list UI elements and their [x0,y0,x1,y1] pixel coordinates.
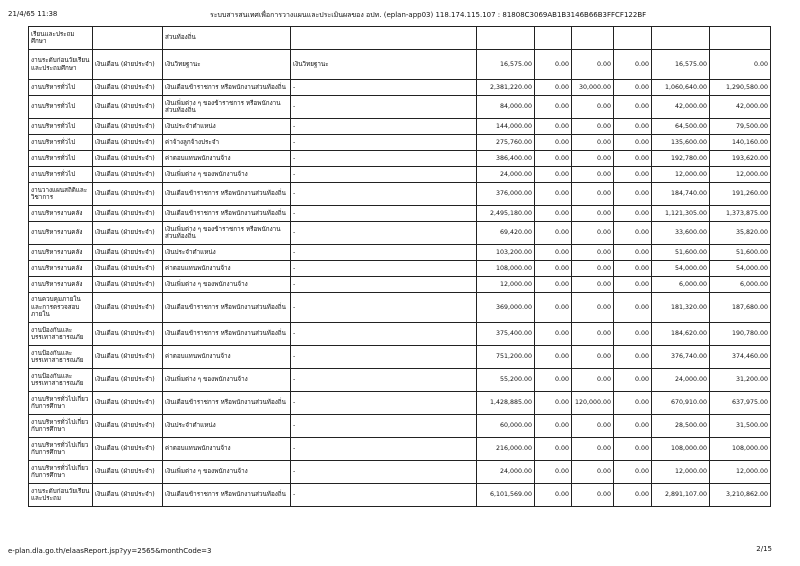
table-cell: 64,500.00 [652,119,710,135]
table-cell: 0.00 [572,222,614,245]
table-cell: 0.00 [572,183,614,206]
table-cell: 187,680.00 [710,293,771,323]
table-row [29,323,771,346]
table-row [29,80,771,96]
table-cell: 0.00 [572,346,614,369]
table-cell: เงินวิทยฐานะ [163,50,291,80]
table-cell: 0.00 [535,392,572,415]
table-cell: 24,000.00 [652,369,710,392]
table-cell: 0.00 [614,167,652,183]
table-cell: 0.00 [535,80,572,96]
table-cell: 12,000.00 [652,167,710,183]
table-cell: เงินเดือน (ฝ่ายประจำ) [93,50,163,80]
table-cell: เงินเดือน (ฝ่ายประจำ) [93,151,163,167]
table-cell: 375,400.00 [477,323,535,346]
table-cell: เงินเดือน (ฝ่ายประจำ) [93,438,163,461]
table-cell: 1,373,875.00 [710,206,771,222]
table-cell: - [291,135,477,151]
table-cell: 0.00 [614,392,652,415]
page-number: 2/15 [756,545,772,553]
table-cell: - [291,245,477,261]
table-cell: - [291,151,477,167]
table-cell: เงินเดือน (ฝ่ายประจำ) [93,222,163,245]
table-cell: 24,000.00 [477,167,535,183]
table-cell: - [291,183,477,206]
table-row [29,96,771,119]
table-cell: 51,600.00 [652,245,710,261]
table-cell: 12,000.00 [710,461,771,484]
table-cell: เงินเพิ่มต่าง ๆ ของพนักงานจ้าง [163,167,291,183]
table-cell: งานป้องกันและบรรเทาสาธารณภัย [29,346,93,369]
table-cell: 0.00 [535,461,572,484]
table-cell: 42,000.00 [652,96,710,119]
table-cell: 0.00 [535,293,572,323]
table-cell: 120,000.00 [572,392,614,415]
table-cell: 0.00 [535,96,572,119]
table-cell: 0.00 [614,461,652,484]
table-row [29,183,771,206]
table-cell: 144,000.00 [477,119,535,135]
table-cell [535,27,572,50]
table-cell [477,27,535,50]
table-cell: ค่าตอบแทนพนักงานจ้าง [163,438,291,461]
table-cell: 2,495,180.00 [477,206,535,222]
table-cell: เงินประจำตำแหน่ง [163,415,291,438]
table-row [29,261,771,277]
table-cell: งานบริหารทั่วไป [29,80,93,96]
table-cell: งานวางแผนสถิติและวิชาการ [29,183,93,206]
table-body [29,27,771,507]
table-cell: - [291,261,477,277]
table-cell: 84,000.00 [477,96,535,119]
table-cell [93,27,163,50]
table-cell [710,27,771,50]
table-cell: 69,420.00 [477,222,535,245]
table-cell: งานบริหารงานคลัง [29,277,93,293]
table-cell: 386,400.00 [477,151,535,167]
table-cell: 0.00 [535,484,572,507]
table-cell: 33,600.00 [652,222,710,245]
table-cell: 0.00 [535,206,572,222]
table-cell: 0.00 [535,50,572,80]
table-cell: เงินเดือน (ฝ่ายประจำ) [93,323,163,346]
table-cell: - [291,277,477,293]
table-cell: 0.00 [614,183,652,206]
table-row [29,438,771,461]
table-cell: 0.00 [572,461,614,484]
table-cell: 192,780.00 [652,151,710,167]
budget-table [28,26,771,507]
table-cell: 0.00 [535,167,572,183]
table-cell: เงินเดือน (ฝ่ายประจำ) [93,245,163,261]
table-row [29,222,771,245]
table-row [29,392,771,415]
table-row [29,119,771,135]
table-cell: 0.00 [614,293,652,323]
table-cell: 0.00 [614,438,652,461]
table-cell: เงินเดือน (ฝ่ายประจำ) [93,277,163,293]
table-cell: เงินเดือน (ฝ่ายประจำ) [93,461,163,484]
table-cell: 376,000.00 [477,183,535,206]
table-cell: 2,891,107.00 [652,484,710,507]
table-cell: - [291,415,477,438]
table-cell: 0.00 [535,135,572,151]
table-row [29,167,771,183]
table-cell: เงินเดือน (ฝ่ายประจำ) [93,119,163,135]
table-cell: 6,101,569.00 [477,484,535,507]
table-cell: 369,000.00 [477,293,535,323]
table-cell: 0.00 [614,80,652,96]
table-cell: เงินเดือน (ฝ่ายประจำ) [93,135,163,151]
table-cell: 0.00 [572,50,614,80]
table-cell: 376,740.00 [652,346,710,369]
table-cell: เงินประจำตำแหน่ง [163,119,291,135]
table-cell: 0.00 [572,206,614,222]
table-cell: 42,000.00 [710,96,771,119]
table-cell [614,27,652,50]
table-row [29,27,771,50]
table-cell: 216,000.00 [477,438,535,461]
table-cell: งานบริหารทั่วไป [29,119,93,135]
footer-url: e-plan.dla.go.th/elaasReport.jsp?yy=2565&monthCode=3 [8,547,212,555]
table-cell: งานบริหารทั่วไปเกี่ยวกับการศึกษา [29,392,93,415]
table-cell: 108,000.00 [710,438,771,461]
table-cell: 0.00 [572,245,614,261]
table-cell: เงินเดือนข้าราชการ หรือพนักงานส่วนท้องถิ่น [163,392,291,415]
table-cell: เงินเดือนข้าราชการ หรือพนักงานส่วนท้องถิ่น [163,80,291,96]
table-cell: 6,000.00 [652,277,710,293]
table-cell: 31,500.00 [710,415,771,438]
table-cell: 0.00 [572,96,614,119]
table-cell: งานบริหารทั่วไปเกี่ยวกับการศึกษา [29,461,93,484]
table-cell: งานป้องกันและบรรเทาสาธารณภัย [29,323,93,346]
table-cell: 30,000.00 [572,80,614,96]
table-row [29,369,771,392]
table-cell: - [291,323,477,346]
table-cell: งานบริหารงานคลัง [29,206,93,222]
table-cell: 0.00 [614,277,652,293]
table-cell: 6,000.00 [710,277,771,293]
table-cell: 0.00 [614,245,652,261]
table-cell: 0.00 [614,50,652,80]
table-cell: งานระดับก่อนวัยเรียนและประถมศึกษา [29,50,93,80]
table-cell: เงินเดือนข้าราชการ หรือพนักงานส่วนท้องถิ่น [163,484,291,507]
table-cell: 0.00 [614,206,652,222]
table-cell: งานระดับก่อนวัยเรียนและประถม [29,484,93,507]
table-cell: 0.00 [572,293,614,323]
table-cell: เงินเพิ่มต่าง ๆ ของข้าราชการ หรือพนักงานส่วนท้องถิ่น [163,96,291,119]
table-cell: ส่วนท้องถิ่น [163,27,291,50]
table-cell: 0.00 [614,261,652,277]
table-cell: 0.00 [535,245,572,261]
report-datetime: 21/4/65 11:38 [8,10,58,18]
table-cell: 1,060,640.00 [652,80,710,96]
table-cell: 0.00 [572,119,614,135]
table-cell: 35,820.00 [710,222,771,245]
table-cell: 0.00 [572,261,614,277]
table-cell: 751,200.00 [477,346,535,369]
table-cell: 0.00 [572,323,614,346]
table-cell: - [291,438,477,461]
table-row [29,461,771,484]
table-row [29,277,771,293]
table-cell: ค่าตอบแทนพนักงานจ้าง [163,151,291,167]
table-cell: 0.00 [572,369,614,392]
table-cell: 184,620.00 [652,323,710,346]
table-cell: 0.00 [535,151,572,167]
table-cell: เงินเดือนข้าราชการ หรือพนักงานส่วนท้องถิ่น [163,323,291,346]
table-cell: 0.00 [535,183,572,206]
table-cell: - [291,392,477,415]
table-cell: เงินเพิ่มต่าง ๆ ของข้าราชการ หรือพนักงานส่วนท้องถิ่น [163,222,291,245]
table-cell: 31,200.00 [710,369,771,392]
table-cell: 28,500.00 [652,415,710,438]
table-row [29,206,771,222]
table-cell: - [291,167,477,183]
table-cell: 1,121,305.00 [652,206,710,222]
table-cell: เงินเดือน (ฝ่ายประจำ) [93,167,163,183]
table-cell: ค่าตอบแทนพนักงานจ้าง [163,261,291,277]
table-cell: งานบริหารทั่วไป [29,167,93,183]
table-cell: 0.00 [535,261,572,277]
table-cell: 191,260.00 [710,183,771,206]
table-cell: 54,000.00 [652,261,710,277]
table-cell: เงินเพิ่มต่าง ๆ ของพนักงานจ้าง [163,461,291,484]
table-cell: งานบริหารทั่วไปเกี่ยวกับการศึกษา [29,438,93,461]
table-cell: เงินเพิ่มต่าง ๆ ของพนักงานจ้าง [163,277,291,293]
table-cell: - [291,206,477,222]
table-row [29,484,771,507]
table-cell: 0.00 [614,323,652,346]
table-cell [572,27,614,50]
table-cell: งานควบคุมภายในและการตรวจสอบภายใน [29,293,93,323]
table-cell: 0.00 [614,119,652,135]
table-cell: 0.00 [572,135,614,151]
table-cell: เงินเดือน (ฝ่ายประจำ) [93,96,163,119]
table-cell: เงินประจำตำแหน่ง [163,245,291,261]
table-cell: - [291,369,477,392]
table-cell: 108,000.00 [652,438,710,461]
table-cell: 670,910.00 [652,392,710,415]
table-cell: 0.00 [614,346,652,369]
table-cell: 184,740.00 [652,183,710,206]
table-cell: 24,000.00 [477,461,535,484]
table-cell: 12,000.00 [710,167,771,183]
table-row [29,50,771,80]
table-row [29,415,771,438]
table-cell: 0.00 [614,222,652,245]
table-row [29,245,771,261]
table-cell: 193,620.00 [710,151,771,167]
table-cell: - [291,293,477,323]
table-cell: 60,000.00 [477,415,535,438]
table-cell: 0.00 [710,50,771,80]
table-cell: 374,460.00 [710,346,771,369]
table-cell: เงินเดือนข้าราชการ หรือพนักงานส่วนท้องถิ่น [163,293,291,323]
table-cell: 0.00 [614,96,652,119]
table-cell: 2,381,220.00 [477,80,535,96]
table-row [29,293,771,323]
table-cell: เงินเดือน (ฝ่ายประจำ) [93,293,163,323]
table-cell: 140,160.00 [710,135,771,151]
table-cell: 0.00 [572,484,614,507]
table-cell: 1,290,580.00 [710,80,771,96]
table-cell: 0.00 [535,346,572,369]
table-row [29,135,771,151]
table-cell: 0.00 [572,277,614,293]
table-cell: เงินเพิ่มต่าง ๆ ของพนักงานจ้าง [163,369,291,392]
table-cell: เงินเดือน (ฝ่ายประจำ) [93,206,163,222]
table-cell: - [291,119,477,135]
table-cell: ค่าตอบแทนพนักงานจ้าง [163,346,291,369]
table-cell: เงินเดือน (ฝ่ายประจำ) [93,369,163,392]
table-row [29,346,771,369]
table-cell: เงินเดือน (ฝ่ายประจำ) [93,80,163,96]
report-title: ระบบสารสนเทศเพื่อการวางแผนและประเมินผลของ อปท. (eplan-app03) 118.174.115.107 : 81808C3069AB1B3146B66B3FFCF122BF [210,11,647,19]
table-row [29,151,771,167]
table-cell: - [291,80,477,96]
table-cell: เงินเดือนข้าราชการ หรือพนักงานส่วนท้องถิ่น [163,183,291,206]
table-cell: - [291,484,477,507]
table-cell: 16,575.00 [477,50,535,80]
table-cell: 0.00 [535,415,572,438]
table-cell: 16,575.00 [652,50,710,80]
table-cell: เงินเดือน (ฝ่ายประจำ) [93,484,163,507]
table-cell: 275,760.00 [477,135,535,151]
table-cell [652,27,710,50]
table-cell: งานป้องกันและบรรเทาสาธารณภัย [29,369,93,392]
table-cell: 54,000.00 [710,261,771,277]
table-cell: 1,428,885.00 [477,392,535,415]
table-cell: เงินเดือน (ฝ่ายประจำ) [93,392,163,415]
table-cell: 0.00 [614,369,652,392]
table-cell: 0.00 [535,438,572,461]
table-cell: 0.00 [572,167,614,183]
table-cell: ค่าจ้างลูกจ้างประจำ [163,135,291,151]
table-cell: 12,000.00 [652,461,710,484]
table-cell: 79,500.00 [710,119,771,135]
table-cell: 103,200.00 [477,245,535,261]
table-cell: 0.00 [614,415,652,438]
table-cell: 181,320.00 [652,293,710,323]
table-cell: 51,600.00 [710,245,771,261]
table-cell: งานบริหารงานคลัง [29,261,93,277]
table-cell: เงินเดือน (ฝ่ายประจำ) [93,346,163,369]
table-cell: - [291,96,477,119]
table-cell: 0.00 [614,484,652,507]
table-cell: 0.00 [535,277,572,293]
table-cell: เงินเดือน (ฝ่ายประจำ) [93,415,163,438]
table-cell: 0.00 [572,151,614,167]
table-cell: 12,000.00 [477,277,535,293]
table-cell: งานบริหารทั่วไปเกี่ยวกับการศึกษา [29,415,93,438]
table-cell: - [291,461,477,484]
table-cell: งานบริหารทั่วไป [29,135,93,151]
table-cell: 0.00 [535,222,572,245]
table-cell: 135,600.00 [652,135,710,151]
table-cell: - [291,222,477,245]
table-cell: 0.00 [614,135,652,151]
table-cell: 0.00 [535,369,572,392]
table-cell: 0.00 [535,323,572,346]
table-cell: 190,780.00 [710,323,771,346]
table-cell: 3,210,862.00 [710,484,771,507]
table-cell: งานบริหารทั่วไป [29,151,93,167]
table-cell: เงินเดือน (ฝ่ายประจำ) [93,183,163,206]
table-cell: 108,000.00 [477,261,535,277]
table-cell: 0.00 [572,438,614,461]
table-cell: เรียนและประถมศึกษา [29,27,93,50]
table-cell [291,27,477,50]
table-cell: 637,975.00 [710,392,771,415]
table-cell: เงินเดือน (ฝ่ายประจำ) [93,261,163,277]
table-cell: เงินเดือนข้าราชการ หรือพนักงานส่วนท้องถิ่น [163,206,291,222]
table-cell: งานบริหารงานคลัง [29,222,93,245]
table-cell: 55,200.00 [477,369,535,392]
table-cell: เงินวิทยฐานะ [291,50,477,80]
table-cell: 0.00 [535,119,572,135]
table-cell: งานบริหารทั่วไป [29,96,93,119]
table-cell: 0.00 [614,151,652,167]
table-cell: 0.00 [572,415,614,438]
table-cell: - [291,346,477,369]
table-cell: งานบริหารงานคลัง [29,245,93,261]
